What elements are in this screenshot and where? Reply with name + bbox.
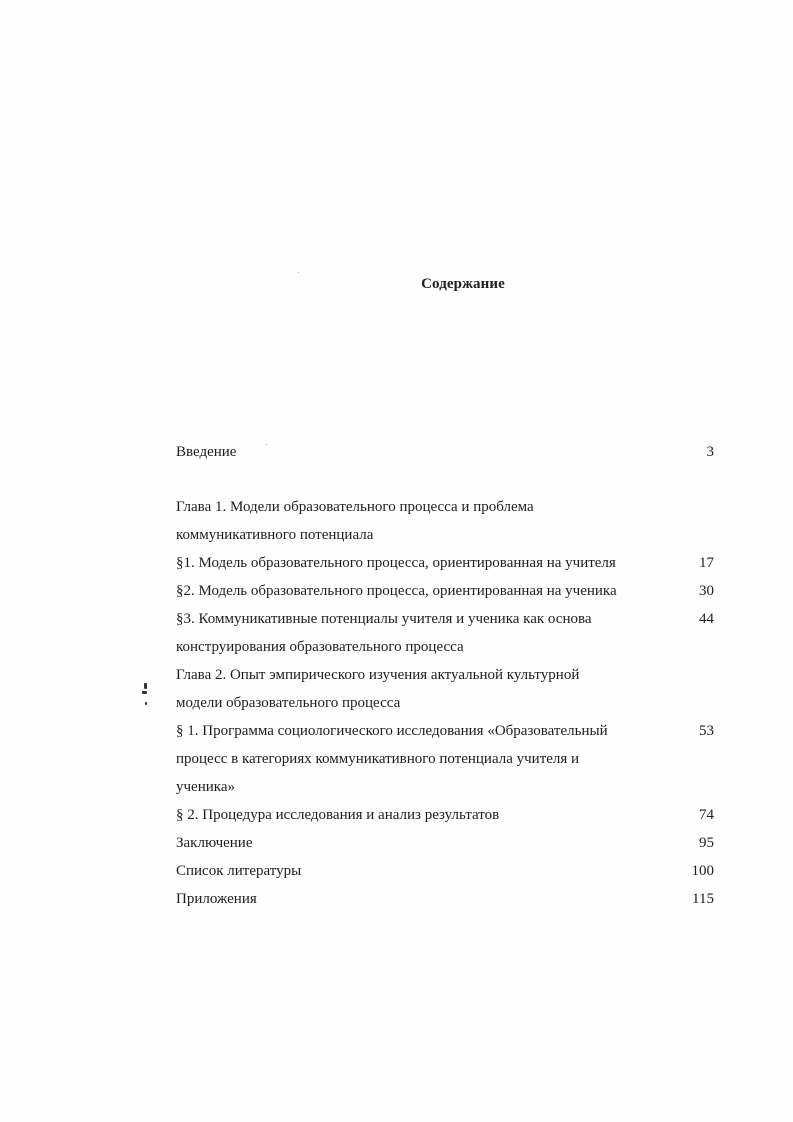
toc-entry-conclusion <box>176 829 714 857</box>
toc-entry-page: 74 <box>699 807 714 823</box>
toc-entry-chapter-2 <box>176 661 714 717</box>
scan-mark <box>144 683 147 689</box>
toc-entry-page: 100 <box>691 863 714 879</box>
scan-mark <box>142 691 147 694</box>
toc-entry-page: 95 <box>699 835 714 851</box>
toc-entry-chapter-1 <box>176 493 714 549</box>
toc-entry-appendices <box>176 885 714 913</box>
table-of-contents <box>176 438 714 913</box>
toc-entry-text: Глава 2. Опыт эмпирического изучения актуальной культурной модели образовательного процесса <box>176 667 580 711</box>
toc-entry-text: Введение <box>176 444 237 460</box>
toc-entry-text: Заключение <box>176 835 253 851</box>
scan-mark <box>145 702 147 705</box>
toc-entry-2-1 <box>176 717 714 801</box>
toc-entry-1-1 <box>176 549 714 577</box>
toc-entry-introduction <box>176 438 714 466</box>
scan-mark <box>266 444 267 445</box>
toc-entry-page: 44 <box>699 611 714 627</box>
toc-entry-text: §3. Коммуникативные потенциалы учителя и ученика как основа конструирования образовательного процесса <box>176 611 592 655</box>
toc-entry-page: 30 <box>699 583 714 599</box>
toc-entry-page: 115 <box>692 891 714 907</box>
toc-entry-references <box>176 857 714 885</box>
toc-entry-text: Глава 1. Модели образовательного процесса и проблема коммуникативного потенциала <box>176 499 534 543</box>
toc-entry-2-2 <box>176 801 714 829</box>
scan-mark <box>298 272 299 273</box>
toc-entry-1-3 <box>176 605 714 661</box>
toc-entry-text: § 1. Программа социологического исследования «Образовательный процесс в категориях коммуникативного потенциала учителя и ученика» <box>176 723 608 795</box>
toc-entry-page: 17 <box>699 555 714 571</box>
toc-entry-text: §2. Модель образовательного процесса, ориентированная на ученика <box>176 583 617 599</box>
toc-entry-page: 3 <box>706 444 714 460</box>
toc-entry-text: § 2. Процедура исследования и анализ результатов <box>176 807 500 823</box>
toc-entry-text: Список литературы <box>176 863 302 879</box>
page-title: Содержание <box>421 276 505 292</box>
toc-entry-text: §1. Модель образовательного процесса, ориентированная на учителя <box>176 555 616 571</box>
toc-entry-text: Приложения <box>176 891 257 907</box>
toc-entry-1-2 <box>176 577 714 605</box>
toc-entry-page: 53 <box>699 723 714 739</box>
